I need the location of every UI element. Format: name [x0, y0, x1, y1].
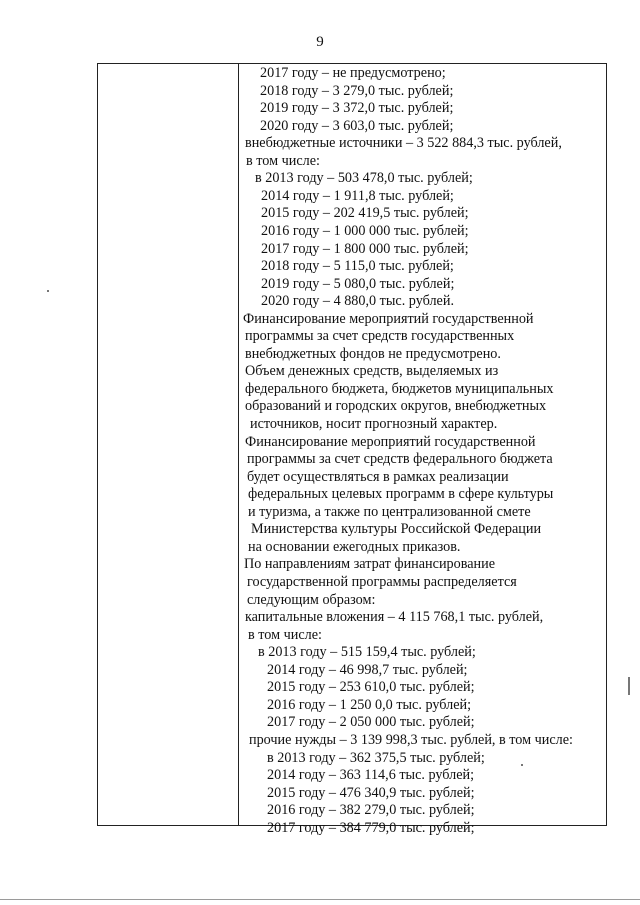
text-line: федерального бюджета, бюджетов муниципальных: [245, 380, 554, 397]
scan-edge-rule: [0, 899, 640, 900]
text-line: в 2013 году – 503 478,0 тыс. рублей;: [255, 170, 473, 187]
text-line: 2014 году – 46 998,7 тыс. рублей;: [267, 661, 468, 678]
page-number: 9: [316, 34, 324, 50]
text-line: на основании ежегодных приказов.: [248, 538, 461, 555]
text-line: 2017 году – 2 050 000 тыс. рублей;: [267, 714, 475, 731]
text-line: 2015 году – 253 610,0 тыс. рублей;: [267, 679, 475, 696]
text-line: в 2013 году – 362 375,5 тыс. рублей;: [267, 749, 485, 766]
column-divider: [238, 64, 239, 825]
text-line: в том числе:: [248, 626, 322, 643]
text-line: 2018 году – 5 115,0 тыс. рублей;: [261, 258, 454, 275]
text-line: внебюджетных фондов не предусмотрено.: [245, 345, 501, 362]
text-line: 2016 году – 382 279,0 тыс. рублей;: [267, 802, 475, 819]
text-line: Объем денежных средств, выделяемых из: [245, 363, 499, 380]
text-line: 2018 году – 3 279,0 тыс. рублей;: [260, 82, 454, 99]
text-line: 2019 году – 3 372,0 тыс. рублей;: [260, 100, 454, 117]
text-line: 2015 году – 202 419,5 тыс. рублей;: [261, 205, 469, 222]
text-line: Финансирование мероприятий государственной: [243, 310, 534, 327]
text-line: в 2013 году – 515 159,4 тыс. рублей;: [258, 644, 476, 661]
text-line: 2017 году – 1 800 000 тыс. рублей;: [261, 240, 469, 257]
financing-table: [97, 63, 607, 836]
text-line: Финансирование мероприятий государственной: [245, 433, 536, 450]
scan-speck: [628, 677, 630, 695]
text-line: следующим образом:: [247, 591, 376, 608]
text-line: внебюджетные источники – 3 522 884,3 тыс. рублей,: [245, 135, 562, 152]
text-line: 2017 году – не предусмотрено;: [260, 65, 446, 81]
text-line: 2020 году – 3 603,0 тыс. рублей;: [260, 117, 454, 134]
text-line: в том числе:: [246, 152, 320, 169]
text-line: 2020 году – 4 880,0 тыс. рублей.: [261, 293, 454, 310]
scan-speck: [521, 764, 523, 766]
scan-speck: [47, 290, 49, 292]
text-line: прочие нужды – 3 139 998,3 тыс. рублей, в том числе:: [249, 731, 573, 748]
text-line: 2014 году – 363 114,6 тыс. рублей;: [267, 767, 475, 783]
text-line: 2016 году – 1 000 000 тыс. рублей;: [261, 223, 469, 239]
text-line: программы за счет средств государственных: [245, 328, 515, 345]
text-line: 2019 году – 5 080,0 тыс. рублей;: [261, 275, 455, 292]
text-line: 2014 году – 1 911,8 тыс. рублей;: [261, 187, 454, 204]
text-line: источников, носит прогнозный характер.: [250, 416, 498, 432]
text-line: 2015 году – 476 340,9 тыс. рублей;: [267, 784, 475, 801]
text-line: будет осуществляться в рамках реализации: [247, 468, 509, 485]
text-line: и туризма, а также по централизованной смете: [248, 503, 531, 520]
text-line: По направлениям затрат финансирование: [244, 556, 496, 573]
text-line: федеральных целевых программ в сфере культуры: [248, 486, 554, 503]
text-line: Министерства культуры Российской Федерации: [251, 521, 542, 538]
text-line: образований и городских округов, внебюджетных: [245, 398, 547, 415]
text-line: государственной программы распределяется: [247, 574, 517, 590]
text-line: 2017 году – 384 779,0 тыс. рублей;: [267, 819, 475, 836]
text-line: программы за счет средств федерального бюджета: [247, 451, 553, 468]
text-line: 2016 году – 1 250 0,0 тыс. рублей;: [267, 696, 472, 713]
text-line: капитальные вложения – 4 115 768,1 тыс. рублей,: [245, 609, 544, 626]
